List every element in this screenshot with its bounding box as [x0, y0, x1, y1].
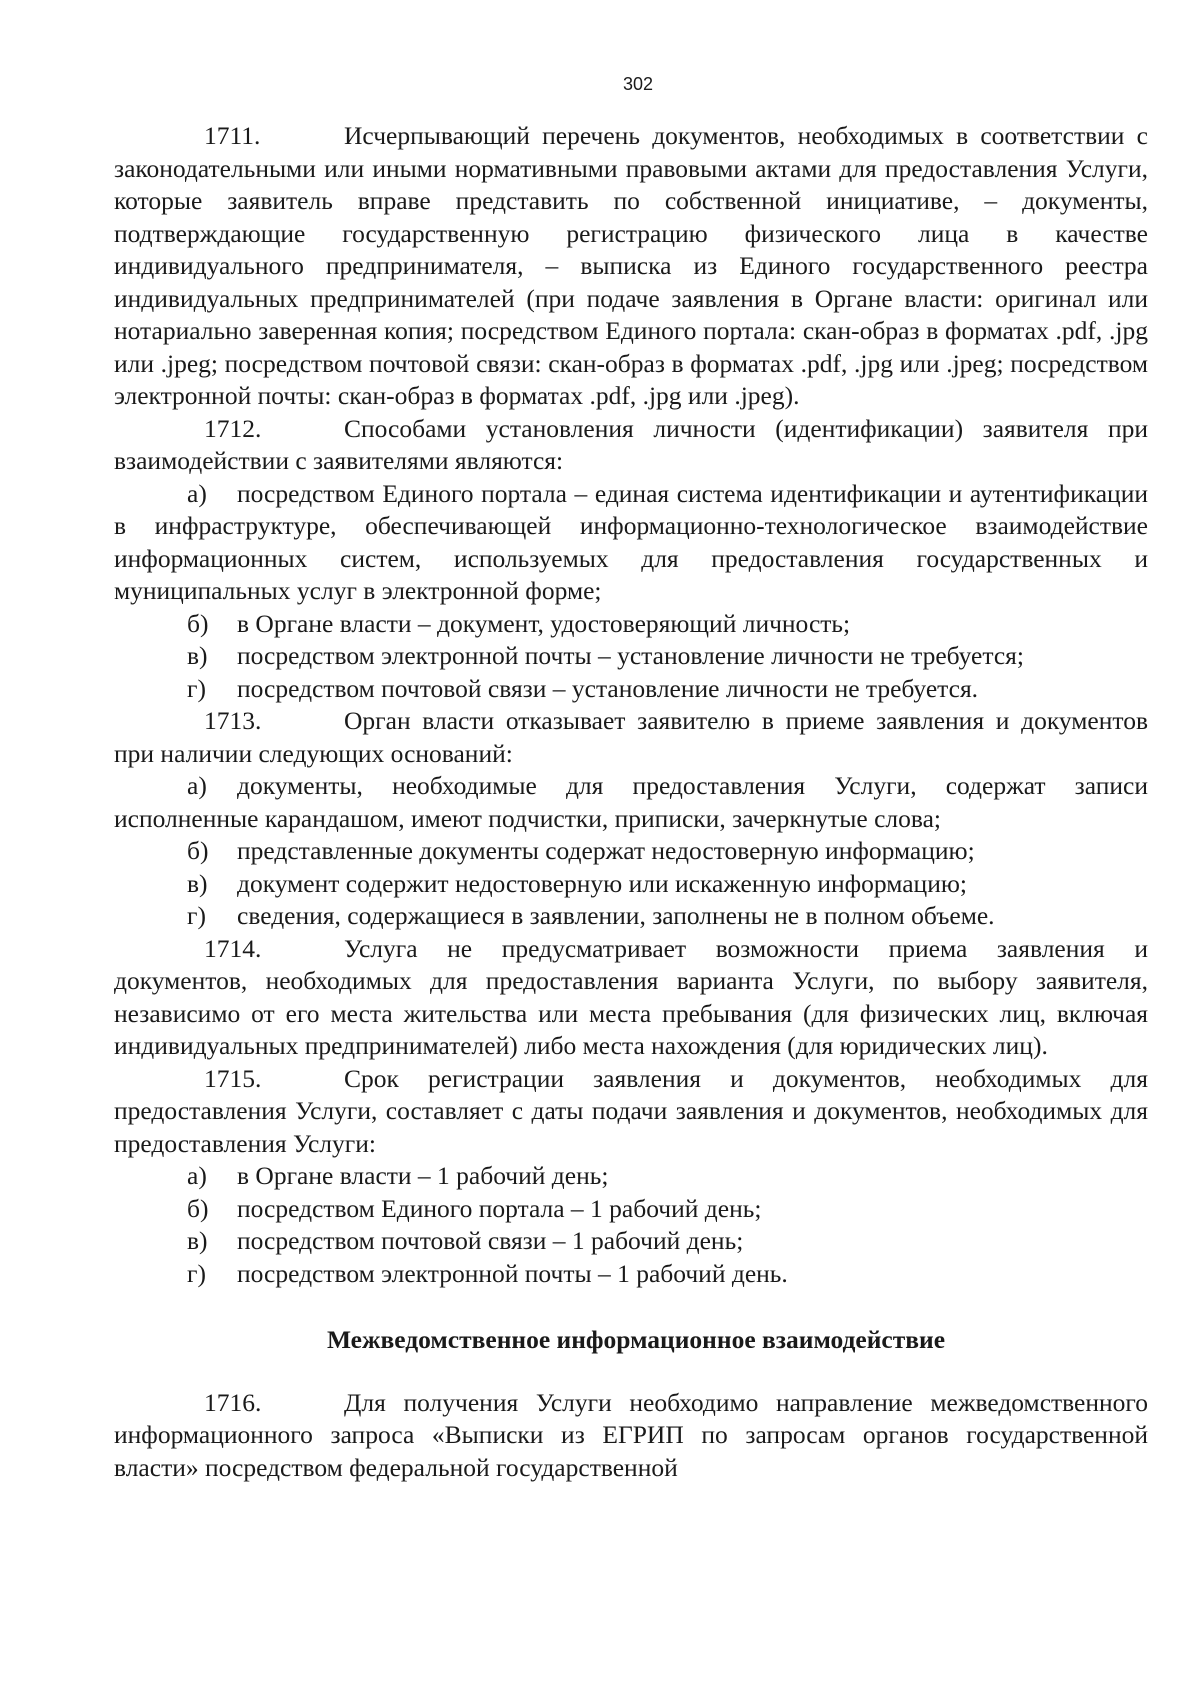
paragraph-text: Услуга не предусматривает возможности приема заявления и документов, необходимых для предоставления варианта Услуги, по выбору заявителя, независимо от его места жительства или места пребывания (для физических лиц, включая индивидуальных предпринимателей) либо места нахождения (для юридических лиц).: [114, 933, 1148, 1060]
paragraph-1712: [114, 413, 1148, 478]
list-marker: а): [187, 1161, 207, 1190]
list-item-text: посредством почтовой связи – 1 рабочий день;: [237, 1226, 744, 1255]
paragraph-number: 1713.: [204, 706, 262, 735]
paragraph-1715: [114, 1063, 1148, 1161]
list-item: [114, 478, 1148, 608]
list-marker: г): [187, 673, 206, 703]
list-marker: г): [187, 901, 206, 930]
paragraph-1714: [114, 933, 1148, 1063]
list-item: [114, 1225, 1148, 1258]
list-item: [114, 835, 1148, 868]
list-marker: б): [187, 608, 209, 638]
list-item: [114, 1258, 1148, 1291]
paragraph-1713: [114, 705, 1148, 770]
list-item-text: сведения, содержащиеся в заявлении, заполнены не в полном объеме.: [237, 901, 995, 930]
list-marker: а): [187, 478, 207, 508]
list-item: [114, 770, 1148, 835]
section-heading: Межведомственное информационное взаимодействие: [326, 1325, 946, 1354]
paragraph-text: Орган власти отказывает заявителю в приеме заявления и документов при наличии следующих оснований:: [114, 706, 1148, 768]
paragraph-text: Способами установления личности (идентификации) заявителя при взаимодействии с заявителями являются:: [114, 413, 1148, 475]
paragraph-number: 1714.: [204, 933, 262, 963]
list-marker: в): [187, 868, 208, 898]
paragraph-text: Исчерпывающий перечень документов, необходимых в соответствии с законодательными или иными нормативными правовыми актами для предоставления Услуги, которые заявитель вправе представить по собственной инициативе, – документы, подтверждающие государственную регистрацию физического лица в качестве индивидуального предпринимателя, – выписка из Единого государственного реестра индивидуальных предпринимателей (при подаче заявления в Органе власти: оригинал или нотариально заверенная копия; посредством Единого портала: скан-образ в форматах .pdf, .jpg или .jpeg; посредством почтовой связи: скан-образ в форматах .pdf, .jpg или .jpeg; посредством электронной почты: скан-образ в форматах .pdf, .jpg или .jpeg).: [114, 121, 1148, 410]
list-item: [114, 1160, 1148, 1193]
list-item: [114, 900, 1148, 933]
paragraph-number: 1716.: [204, 1387, 262, 1417]
list-item: [114, 673, 1148, 706]
list-item-text: посредством Единого портала – единая система идентификации и аутентификации в инфраструктуре, обеспечивающей информационно-технологическое взаимодействие информационных систем, используемых для предоставления государственных и муниципальных услуг в электронной форме;: [114, 478, 1148, 605]
page-number: 302: [622, 74, 654, 94]
list-item-text: посредством электронной почты – установление личности не требуется;: [237, 641, 1024, 670]
list-item-text: в Органе власти – документ, удостоверяющий личность;: [237, 608, 851, 638]
list-item-text: представленные документы содержат недостоверную информацию;: [237, 836, 975, 865]
paragraph-1711: [114, 120, 1148, 413]
paragraph-text: Срок регистрации заявления и документов, необходимых для предоставления Услуги, составляет с даты подачи заявления и документов, необходимых для предоставления Услуги:: [114, 1063, 1148, 1158]
list-marker: а): [187, 771, 207, 800]
paragraph-text: Для получения Услуги необходимо направление межведомственного информационного запроса «Выписки из ЕГРИП по запросам органов государственной власти» посредством федеральной государственной: [114, 1387, 1148, 1482]
list-item: [114, 640, 1148, 673]
paragraph-number: 1715.: [204, 1063, 262, 1093]
list-item: [114, 868, 1148, 901]
list-marker: в): [187, 1226, 208, 1255]
list-item-text: документ содержит недостоверную или искаженную информацию;: [237, 868, 967, 898]
paragraph-number: 1711.: [204, 121, 261, 150]
list-item-text: посредством электронной почты – 1 рабочий день.: [237, 1258, 788, 1288]
list-item-text: посредством почтовой связи – установление личности не требуется.: [237, 673, 979, 703]
list-item: [114, 608, 1148, 641]
list-item-text: в Органе власти – 1 рабочий день;: [237, 1161, 609, 1190]
paragraph-number: 1712.: [204, 413, 262, 443]
list-item-text: документы, необходимые для предоставления Услуги, содержат записи исполненные карандашом, имеют подчистки, приписки, зачеркнутые слова;: [114, 771, 1148, 833]
list-item: [114, 1193, 1148, 1226]
list-marker: б): [187, 1193, 209, 1223]
list-marker: б): [187, 836, 209, 865]
paragraph-1716: [114, 1387, 1148, 1485]
list-marker: в): [187, 641, 208, 670]
list-item-text: посредством Единого портала – 1 рабочий день;: [237, 1193, 762, 1223]
list-marker: г): [187, 1258, 206, 1288]
